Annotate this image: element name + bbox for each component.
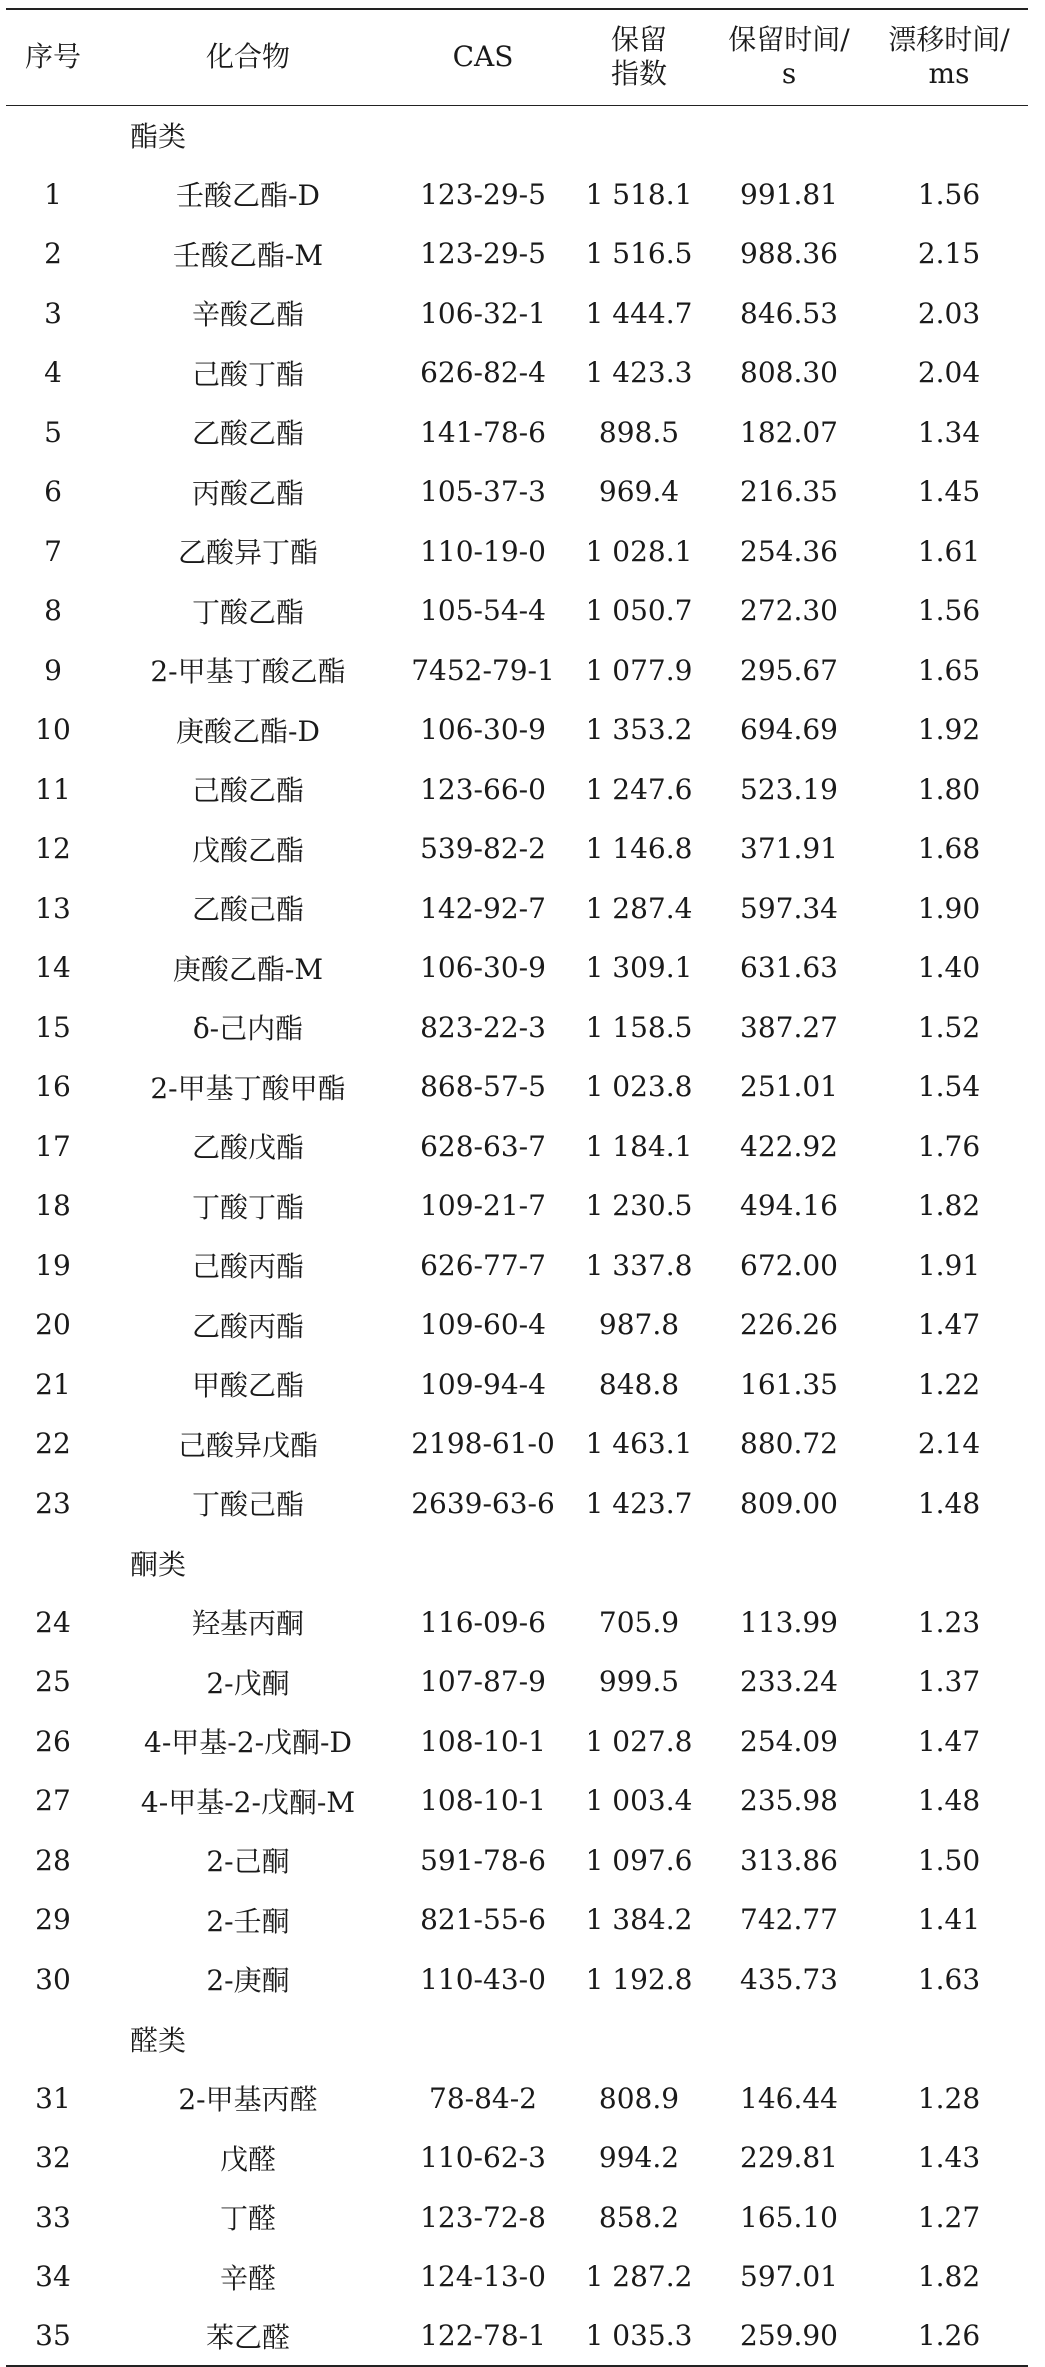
cell-drift-time: 1.61 xyxy=(917,534,981,568)
cell-compound: 丙酸乙酯 xyxy=(191,476,304,510)
table-row xyxy=(6,1950,1028,2010)
cell-compound: δ-己内酯 xyxy=(192,1012,304,1046)
cell-seq: 10 xyxy=(35,713,71,747)
cell-compound: 壬酸乙酯-D xyxy=(176,179,320,213)
cell-cas: 105-54-4 xyxy=(420,594,546,628)
cell-drift-time: 1.43 xyxy=(917,2141,981,2175)
table-row xyxy=(6,1474,1028,1534)
header-compound xyxy=(100,9,396,105)
cell-retention-index: 1 077.9 xyxy=(585,653,693,687)
table-row xyxy=(6,224,1028,284)
cell-drift-time: 1.92 xyxy=(917,713,981,747)
category-row xyxy=(6,1533,1028,1593)
cell-retention-time: 216.35 xyxy=(740,475,838,509)
table-row xyxy=(6,165,1028,225)
table-row xyxy=(6,462,1028,522)
cell-drift-time: 1.90 xyxy=(917,891,981,925)
cell-retention-time: 161.35 xyxy=(740,1367,838,1401)
cell-retention-time: 229.81 xyxy=(740,2141,838,2175)
cell-drift-time: 1.23 xyxy=(917,1605,981,1639)
header-rt-line2: s xyxy=(781,57,797,91)
cell-compound: 丁酸丁酯 xyxy=(191,1190,304,1224)
cell-compound: 戊酸乙酯 xyxy=(191,833,304,867)
cell-retention-time: 146.44 xyxy=(740,2081,838,2115)
cell-retention-index: 1 423.7 xyxy=(585,1486,693,1520)
cell-cas: 626-82-4 xyxy=(420,356,546,390)
cell-retention-index: 969.4 xyxy=(598,475,680,509)
table-row xyxy=(6,1414,1028,1474)
cell-retention-index: 1 028.1 xyxy=(585,534,693,568)
header-ri-line2: 指数 xyxy=(610,57,667,91)
table-row xyxy=(6,2247,1028,2307)
cell-compound: 己酸丁酯 xyxy=(191,357,304,391)
cell-retention-index: 848.8 xyxy=(598,1367,680,1401)
cell-drift-time: 1.91 xyxy=(917,1248,981,1282)
cell-retention-time: 259.90 xyxy=(708,2307,870,2367)
cell-drift-time: 1.54 xyxy=(917,1070,981,1104)
table-row xyxy=(6,1652,1028,1712)
cell-cas: 109-94-4 xyxy=(420,1367,546,1401)
cell-seq: 8 xyxy=(44,594,62,628)
cell-cas: 110-19-0 xyxy=(420,534,546,568)
header-cas-label: CAS xyxy=(452,40,514,74)
cell-cas: 122-78-1 xyxy=(396,2307,570,2367)
cell-cas: 108-10-1 xyxy=(420,1784,546,1818)
cell-drift-time: 2.03 xyxy=(917,296,981,330)
cell-seq: 11 xyxy=(35,772,71,806)
cell-seq: 13 xyxy=(35,891,71,925)
header-seq-label: 序号 xyxy=(24,40,81,74)
cell-drift-time: 1.76 xyxy=(917,1129,981,1163)
cell-cas: 141-78-6 xyxy=(420,415,546,449)
cell-compound: 甲酸乙酯 xyxy=(191,1369,304,1403)
cell-retention-index: 1 353.2 xyxy=(585,713,693,747)
cell-drift-time: 2.14 xyxy=(917,1427,981,1461)
cell-retention-time: 295.67 xyxy=(740,653,838,687)
cell-retention-time: 254.36 xyxy=(740,534,838,568)
cell-compound: 2-甲基丁酸乙酯 xyxy=(150,655,346,689)
cell-drift-time: 1.68 xyxy=(917,832,981,866)
cell-retention-time: 251.01 xyxy=(740,1070,838,1104)
cell-retention-index: 994.2 xyxy=(598,2141,680,2175)
cell-compound: 乙酸异丁酯 xyxy=(177,536,318,570)
cell-compound: 乙酸丙酯 xyxy=(191,1309,304,1343)
cell-retention-time: 808.30 xyxy=(740,356,838,390)
cell-seq: 20 xyxy=(35,1308,71,1342)
table-row xyxy=(6,641,1028,701)
cell-retention-time: 235.98 xyxy=(740,1784,838,1818)
compound-table xyxy=(6,8,1028,2367)
cell-compound: 庚酸乙酯-D xyxy=(176,714,320,748)
cell-drift-time: 1.63 xyxy=(917,1962,981,1996)
cell-retention-index: 898.5 xyxy=(598,415,680,449)
cell-retention-index: 1 423.3 xyxy=(585,356,693,390)
table-row xyxy=(6,1295,1028,1355)
cell-cas: 106-32-1 xyxy=(420,296,546,330)
table-row xyxy=(6,284,1028,344)
cell-drift-time: 1.80 xyxy=(917,772,981,806)
cell-seq: 18 xyxy=(35,1189,71,1223)
cell-retention-index: 705.9 xyxy=(598,1605,680,1639)
cell-cas: 2639-63-6 xyxy=(411,1486,555,1520)
header-rt-line1: 保留时间/ xyxy=(728,23,850,57)
table-row xyxy=(6,1117,1028,1177)
cell-seq: 30 xyxy=(35,1962,71,1996)
header-retention-time xyxy=(708,9,870,105)
cell-drift-time: 1.27 xyxy=(917,2200,981,2234)
cell-compound: 己酸异戊酯 xyxy=(177,1428,318,1462)
cell-seq: 4 xyxy=(44,356,62,390)
cell-retention-time: 165.10 xyxy=(740,2200,838,2234)
cell-drift-time: 1.50 xyxy=(917,1843,981,1877)
cell-retention-index: 1 158.5 xyxy=(585,1010,693,1044)
table-row xyxy=(6,1236,1028,1296)
cell-seq: 14 xyxy=(35,951,71,985)
cell-retention-time: 226.26 xyxy=(740,1308,838,1342)
cell-seq: 26 xyxy=(35,1724,71,1758)
cell-retention-time: 371.91 xyxy=(740,832,838,866)
table-row xyxy=(6,522,1028,582)
cell-cas: 626-77-7 xyxy=(420,1248,546,1282)
cell-retention-index: 1 384.2 xyxy=(585,1903,693,1937)
cell-drift-time: 1.48 xyxy=(917,1486,981,1520)
cell-retention-index: 1 192.8 xyxy=(585,1962,693,1996)
category-label: 酯类 xyxy=(130,120,187,153)
table-row xyxy=(6,2128,1028,2188)
cell-compound: 乙酸戊酯 xyxy=(191,1131,304,1165)
header-dt-line1: 漂移时间/ xyxy=(888,23,1010,57)
table-row xyxy=(6,1831,1028,1891)
cell-retention-time: 597.01 xyxy=(740,2260,838,2294)
table-row xyxy=(6,998,1028,1058)
cell-cas: 123-29-5 xyxy=(420,177,546,211)
cell-seq: 12 xyxy=(35,832,71,866)
cell-retention-index: 1 230.5 xyxy=(585,1189,693,1223)
cell-drift-time: 1.56 xyxy=(917,177,981,211)
cell-cas: 124-13-0 xyxy=(420,2260,546,2294)
cell-retention-time: 988.36 xyxy=(740,237,838,271)
cell-compound: 辛醛 xyxy=(219,2261,276,2295)
header-ri-line1: 保留 xyxy=(610,23,667,57)
cell-retention-time: 880.72 xyxy=(740,1427,838,1461)
cell-retention-index: 1 287.4 xyxy=(585,891,693,925)
cell-seq: 17 xyxy=(35,1129,71,1163)
cell-retention-time: 435.73 xyxy=(740,1962,838,1996)
cell-retention-time: 523.19 xyxy=(740,772,838,806)
cell-seq: 7 xyxy=(44,534,62,568)
cell-retention-time: 742.77 xyxy=(740,1903,838,1937)
cell-cas: 105-37-3 xyxy=(420,475,546,509)
cell-seq: 34 xyxy=(35,2260,71,2294)
cell-compound: 4-甲基-2-戊酮-D xyxy=(144,1726,352,1760)
cell-seq: 3 xyxy=(44,296,62,330)
table-row xyxy=(6,938,1028,998)
cell-seq: 33 xyxy=(35,2200,71,2234)
table-row xyxy=(6,1890,1028,1950)
cell-seq: 28 xyxy=(35,1843,71,1877)
cell-drift-time: 1.52 xyxy=(917,1010,981,1044)
cell-cas: 123-29-5 xyxy=(420,237,546,271)
cell-seq: 1 xyxy=(44,177,62,211)
cell-retention-index: 1 146.8 xyxy=(585,832,693,866)
cell-compound: 2-己酮 xyxy=(206,1845,290,1879)
cell-retention-index: 1 518.1 xyxy=(585,177,693,211)
cell-retention-index: 1 247.6 xyxy=(585,772,693,806)
cell-cas: 110-62-3 xyxy=(420,2141,546,2175)
cell-compound: 戊醛 xyxy=(219,2142,276,2176)
cell-retention-index: 1 287.2 xyxy=(585,2260,693,2294)
cell-retention-time: 182.07 xyxy=(740,415,838,449)
cell-seq: 24 xyxy=(35,1605,71,1639)
cell-compound: 丁醛 xyxy=(219,2202,276,2236)
cell-cas: 109-60-4 xyxy=(420,1308,546,1342)
cell-drift-time: 1.26 xyxy=(870,2307,1028,2367)
cell-seq: 31 xyxy=(35,2081,71,2115)
cell-compound: 己酸丙酯 xyxy=(191,1250,304,1284)
cell-retention-time: 254.09 xyxy=(740,1724,838,1758)
cell-retention-index: 1 463.1 xyxy=(585,1427,693,1461)
cell-cas: 7452-79-1 xyxy=(411,653,555,687)
cell-retention-time: 494.16 xyxy=(740,1189,838,1223)
cell-retention-time: 846.53 xyxy=(740,296,838,330)
cell-retention-time: 809.00 xyxy=(740,1486,838,1520)
cell-cas: 123-66-0 xyxy=(420,772,546,806)
cell-drift-time: 1.37 xyxy=(917,1665,981,1699)
header-row xyxy=(6,9,1028,105)
header-drift-time xyxy=(870,9,1028,105)
cell-drift-time: 1.47 xyxy=(917,1308,981,1342)
cell-compound: 4-甲基-2-戊酮-M xyxy=(140,1785,356,1819)
cell-seq: 5 xyxy=(44,415,62,449)
table-row xyxy=(6,1712,1028,1772)
cell-drift-time: 1.41 xyxy=(917,1903,981,1937)
category-row xyxy=(6,105,1028,165)
cell-cas: 123-72-8 xyxy=(420,2200,546,2234)
cell-seq: 35 xyxy=(6,2307,100,2367)
cell-retention-time: 272.30 xyxy=(740,594,838,628)
cell-cas: 116-09-6 xyxy=(420,1605,546,1639)
cell-compound: 2-壬酮 xyxy=(206,1904,290,1938)
cell-retention-index: 1 050.7 xyxy=(585,594,693,628)
cell-compound: 丁酸己酯 xyxy=(191,1488,304,1522)
cell-compound: 己酸乙酯 xyxy=(191,774,304,808)
cell-retention-index: 987.8 xyxy=(598,1308,680,1342)
cell-seq: 23 xyxy=(35,1486,71,1520)
cell-cas: 628-63-7 xyxy=(420,1129,546,1163)
cell-compound: 丁酸乙酯 xyxy=(191,595,304,629)
cell-retention-time: 387.27 xyxy=(740,1010,838,1044)
cell-retention-index: 808.9 xyxy=(598,2081,680,2115)
cell-compound: 乙酸己酯 xyxy=(191,893,304,927)
table-row xyxy=(6,819,1028,879)
table-row xyxy=(6,700,1028,760)
cell-retention-index: 999.5 xyxy=(598,1665,680,1699)
cell-cas: 109-21-7 xyxy=(420,1189,546,1223)
cell-compound: 2-庚酮 xyxy=(206,1964,290,1998)
table-row xyxy=(6,1355,1028,1415)
cell-retention-index: 1 023.8 xyxy=(585,1070,693,1104)
cell-cas: 823-22-3 xyxy=(420,1010,546,1044)
cell-compound: 羟基丙酮 xyxy=(191,1607,304,1641)
table-row xyxy=(6,403,1028,463)
cell-drift-time: 2.04 xyxy=(917,356,981,390)
table-row xyxy=(6,1057,1028,1117)
cell-retention-time: 422.92 xyxy=(740,1129,838,1163)
cell-drift-time: 2.15 xyxy=(917,237,981,271)
cell-drift-time: 1.65 xyxy=(917,653,981,687)
table-row xyxy=(6,760,1028,820)
cell-retention-index: 1 309.1 xyxy=(585,951,693,985)
header-compound-label: 化合物 xyxy=(205,40,290,74)
cell-compound: 苯乙醛 xyxy=(100,2307,396,2367)
table-row xyxy=(6,581,1028,641)
cell-drift-time: 1.22 xyxy=(917,1367,981,1401)
table-row xyxy=(6,2188,1028,2248)
header-dt-line2: ms xyxy=(928,57,970,91)
cell-drift-time: 1.82 xyxy=(917,2260,981,2294)
cell-seq: 21 xyxy=(35,1367,71,1401)
cell-retention-time: 672.00 xyxy=(740,1248,838,1282)
header-seq xyxy=(6,9,100,105)
cell-seq: 22 xyxy=(35,1427,71,1461)
cell-cas: 108-10-1 xyxy=(420,1724,546,1758)
cell-cas: 2198-61-0 xyxy=(411,1427,555,1461)
cell-retention-time: 233.24 xyxy=(740,1665,838,1699)
cell-retention-time: 113.99 xyxy=(740,1605,838,1639)
cell-drift-time: 1.48 xyxy=(917,1784,981,1818)
cell-drift-time: 1.47 xyxy=(917,1724,981,1758)
table-row xyxy=(6,1771,1028,1831)
cell-seq: 2 xyxy=(44,237,62,271)
cell-cas: 821-55-6 xyxy=(420,1903,546,1937)
cell-cas: 106-30-9 xyxy=(420,951,546,985)
cell-cas: 142-92-7 xyxy=(420,891,546,925)
cell-cas: 107-87-9 xyxy=(420,1665,546,1699)
cell-retention-index: 1 184.1 xyxy=(585,1129,693,1163)
cell-seq: 16 xyxy=(35,1070,71,1104)
cell-compound: 庚酸乙酯-M xyxy=(172,952,324,986)
category-label: 醛类 xyxy=(130,2023,187,2057)
cell-drift-time: 1.34 xyxy=(917,415,981,449)
cell-seq: 25 xyxy=(35,1665,71,1699)
cell-cas: 110-43-0 xyxy=(420,1962,546,1996)
cell-retention-index: 1 097.6 xyxy=(585,1843,693,1877)
cell-cas: 539-82-2 xyxy=(420,832,546,866)
cell-retention-index: 858.2 xyxy=(598,2200,680,2234)
cell-cas: 78-84-2 xyxy=(429,2081,537,2115)
cell-drift-time: 1.28 xyxy=(917,2081,981,2115)
cell-drift-time: 1.82 xyxy=(917,1189,981,1223)
cell-seq: 19 xyxy=(35,1248,71,1282)
cell-retention-time: 694.69 xyxy=(740,713,838,747)
cell-compound: 乙酸乙酯 xyxy=(191,417,304,451)
cell-seq: 9 xyxy=(44,653,62,687)
cell-compound: 壬酸乙酯-M xyxy=(172,238,324,272)
cell-drift-time: 1.45 xyxy=(917,475,981,509)
table-row xyxy=(6,879,1028,939)
cell-retention-index: 1 035.3 xyxy=(570,2307,708,2367)
cell-retention-index: 1 516.5 xyxy=(585,237,693,271)
cell-compound: 2-戊酮 xyxy=(206,1666,290,1700)
cell-retention-time: 631.63 xyxy=(740,951,838,985)
cell-seq: 27 xyxy=(35,1784,71,1818)
cell-cas: 591-78-6 xyxy=(420,1843,546,1877)
cell-retention-time: 313.86 xyxy=(740,1843,838,1877)
cell-retention-time: 597.34 xyxy=(740,891,838,925)
table-row xyxy=(6,2307,1028,2367)
table-row xyxy=(6,2069,1028,2129)
table-body xyxy=(6,105,1028,2366)
cell-seq: 32 xyxy=(35,2141,71,2175)
header-retention-index xyxy=(570,9,708,105)
cell-seq: 6 xyxy=(44,475,62,509)
cell-seq: 29 xyxy=(35,1903,71,1937)
header-cas xyxy=(396,9,570,105)
cell-cas: 868-57-5 xyxy=(420,1070,546,1104)
cell-seq: 15 xyxy=(35,1010,71,1044)
table-row xyxy=(6,1593,1028,1653)
table-row xyxy=(6,343,1028,403)
category-label: 酮类 xyxy=(130,1547,187,1581)
cell-drift-time: 1.40 xyxy=(917,951,981,985)
cell-compound: 2-甲基丙醛 xyxy=(178,2083,318,2117)
category-row xyxy=(6,2009,1028,2069)
cell-retention-index: 1 003.4 xyxy=(585,1784,693,1818)
cell-compound: 2-甲基丁酸甲酯 xyxy=(150,1071,346,1105)
cell-retention-index: 1 337.8 xyxy=(585,1248,693,1282)
table-row xyxy=(6,1176,1028,1236)
cell-retention-index: 1 027.8 xyxy=(585,1724,693,1758)
cell-retention-time: 991.81 xyxy=(740,177,838,211)
cell-retention-index: 1 444.7 xyxy=(585,296,693,330)
cell-compound: 辛酸乙酯 xyxy=(191,298,304,332)
cell-drift-time: 1.56 xyxy=(917,594,981,628)
cell-cas: 106-30-9 xyxy=(420,713,546,747)
